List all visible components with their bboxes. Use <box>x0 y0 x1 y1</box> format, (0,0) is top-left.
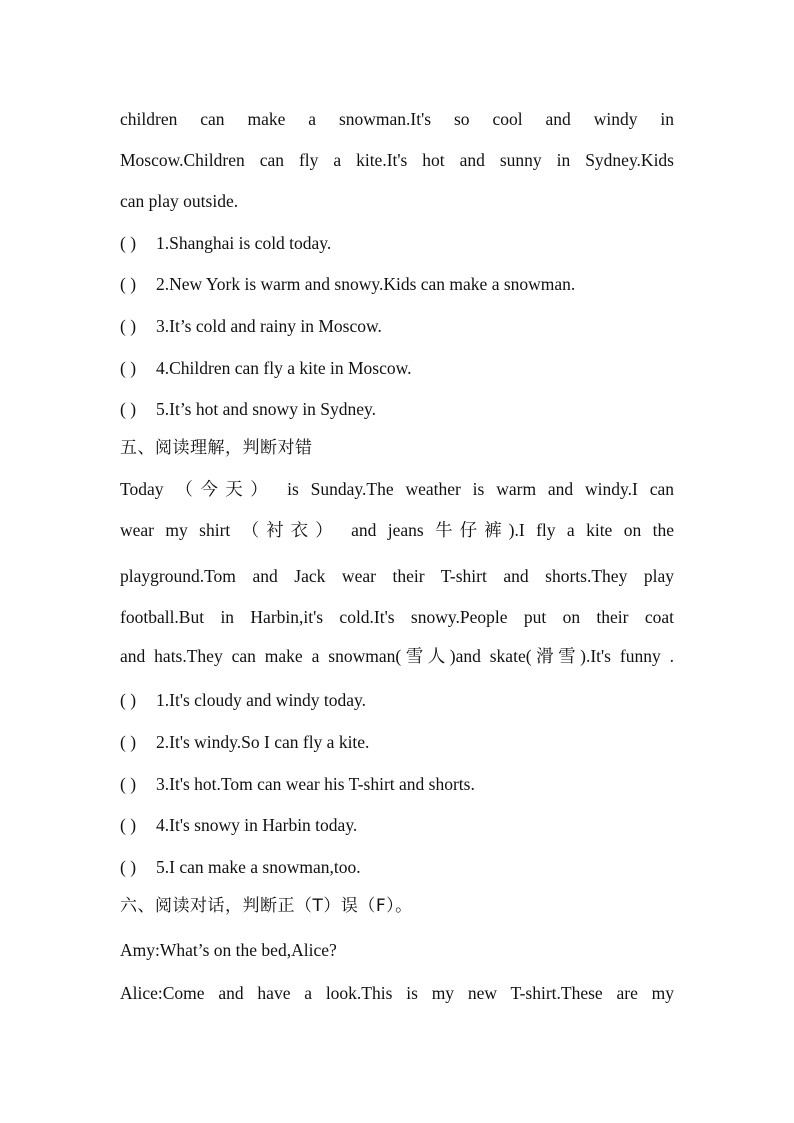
question-item <box>120 814 674 836</box>
section-heading: 六、阅读对话，判断正（T）误（F）。 <box>120 896 413 916</box>
question-text: 2.It's windy.So I can fly a kite. <box>156 732 370 752</box>
answer-blank[interactable]: ( ) <box>120 233 137 253</box>
answer-blank[interactable]: ( ) <box>120 732 137 752</box>
question-text: 1.It's cloudy and windy today. <box>156 690 367 710</box>
question-item <box>120 232 674 254</box>
question-item <box>120 315 674 337</box>
question-text: 5.I can make a snowman,too. <box>156 857 361 877</box>
answer-blank[interactable]: ( ) <box>120 857 137 877</box>
question-item <box>120 273 674 295</box>
passage-line: children can make a snowman.It's so cool and windy in <box>120 109 674 129</box>
passage-line: Today （今天） is Sunday.The weather is warm and windy.I can <box>120 479 674 499</box>
question-text: 3.It's hot.Tom can wear his T-shirt and shorts. <box>156 774 475 794</box>
answer-blank[interactable]: ( ) <box>120 774 137 794</box>
passage-line: playground.Tom and Jack wear their T-shirt and shorts.They play <box>120 566 674 586</box>
dialogue-line: Alice:Come and have a look.This is my new T-shirt.These are my <box>120 983 674 1003</box>
answer-blank[interactable]: ( ) <box>120 316 137 336</box>
passage-line: and hats.They can make a snowman(雪人)and skate(滑雪).It's funny . <box>120 646 674 666</box>
question-text: 4.Children can fly a kite in Moscow. <box>156 358 412 378</box>
question-text: 1.Shanghai is cold today. <box>156 233 332 253</box>
passage-line: Moscow.Children can fly a kite.It's hot and sunny in Sydney.Kids <box>120 150 674 170</box>
section-heading: 五、阅读理解，判断对错 <box>120 438 313 458</box>
question-item <box>120 856 674 878</box>
passage-line: wear my shirt （衬衣） and jeans 牛仔裤).I fly a kite on the <box>120 520 674 540</box>
answer-blank[interactable]: ( ) <box>120 399 137 419</box>
question-text: 4.It's snowy in Harbin today. <box>156 815 358 835</box>
answer-blank[interactable]: ( ) <box>120 358 137 378</box>
question-item <box>120 357 674 379</box>
question-item <box>120 398 674 420</box>
question-item <box>120 773 674 795</box>
passage-line: can play outside. <box>120 191 239 211</box>
answer-blank[interactable]: ( ) <box>120 690 137 710</box>
question-item <box>120 731 674 753</box>
dialogue-line: Amy:What’s on the bed,Alice? <box>120 940 337 960</box>
question-text: 2.New York is warm and snowy.Kids can make a snowman. <box>156 274 576 294</box>
question-text: 3.It’s cold and rainy in Moscow. <box>156 316 382 336</box>
answer-blank[interactable]: ( ) <box>120 274 137 294</box>
passage-line: football.But in Harbin,it's cold.It's snowy.People put on their coat <box>120 607 674 627</box>
answer-blank[interactable]: ( ) <box>120 815 137 835</box>
question-text: 5.It’s hot and snowy in Sydney. <box>156 399 377 419</box>
question-item <box>120 689 674 711</box>
